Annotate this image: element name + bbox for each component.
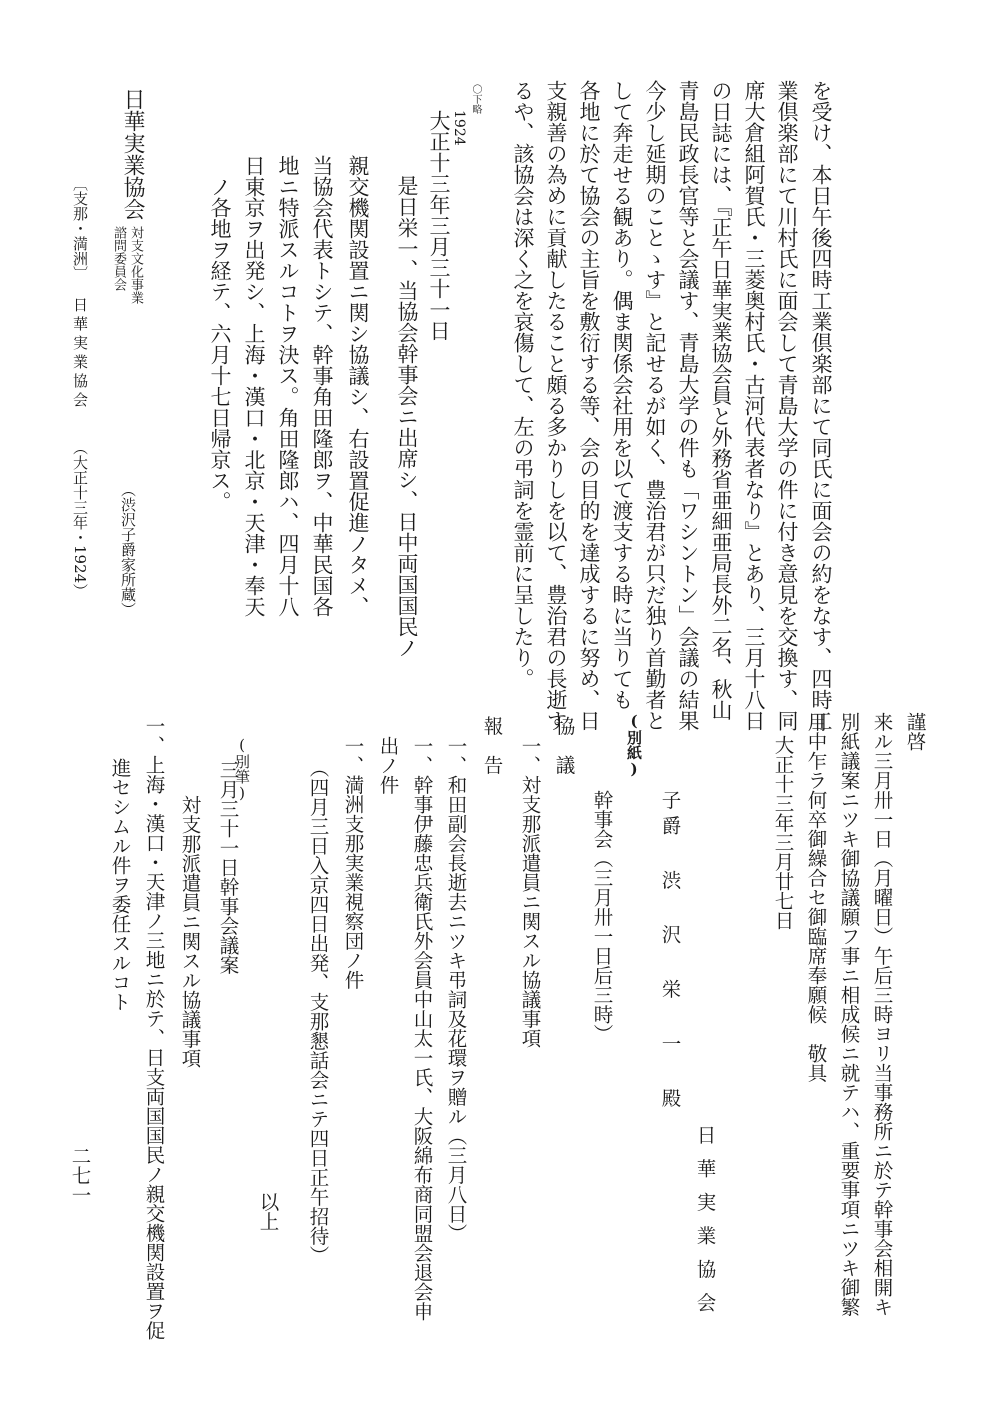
page-number: 二七一: [68, 1146, 92, 1205]
entry-body-line-4: 地ニ特派スルコトヲ決ス。角田隆郎ハ、四月十八: [276, 155, 300, 617]
source-collection: （渋沢子爵家所蔵）: [119, 482, 137, 617]
entry-body-line-3: 当協会代表トシテ、幹事角田隆郎ヲ、中華民国各: [310, 155, 334, 617]
report-item-2-cont: 出ノ件: [376, 736, 400, 795]
narrative-line-9: 支親善の為めに貢献したること頗る多かりしを以て、豊治君の長逝す: [544, 80, 568, 731]
committee-line-1: 対支文化事業: [128, 226, 143, 304]
year-western: 1924: [451, 110, 467, 146]
report-item-3: 一、満洲支那実業視察団ノ件: [341, 736, 365, 990]
deliberation-heading: 協 議: [552, 716, 576, 775]
report-item-1: 一、和田副会長逝去ニツキ弔詞及花環ヲ贈ル（三月八日）: [444, 736, 468, 1243]
annex-label: (別筆): [233, 736, 251, 802]
narrative-line-2: 業倶楽部にて川村氏に面会して青島大学の件に付き意見を交換す、同: [775, 80, 799, 731]
letter-line-3: 用中乍ラ何卒御繰合セ御臨席奉願候 敬具: [804, 712, 828, 1083]
annex-item-line-1: 一、上海・漢口・天津ノ三地ニ於テ、日支両国国民ノ親交機関設置ヲ促: [142, 716, 166, 1340]
source-region: 〔支那・満洲〕: [71, 176, 89, 281]
letter-date: 大正十三年三月廿七日: [771, 735, 795, 930]
narrative-line-10: るや、該協会は深く之を哀傷して、左の弔詞を霊前に呈したり。: [511, 80, 535, 689]
deliberation-item: 一、対支那派遣員ニ関スル協議事項: [518, 736, 542, 1048]
entry-date: 大正十三年三月三十一日: [427, 110, 451, 341]
letter-line-1: 来ル三月卅一日（月曜日）午后三時ヨリ当事務所ニ於テ幹事会相開キ: [870, 712, 894, 1317]
narrative-line-1: を受け、本日午後四時工業倶楽部にて同氏に面会の約をなす、四時工: [809, 80, 833, 731]
narrative-line-8: 各地に於て協会の主旨を敷衍する等、会の目的を達成するに努め、日: [577, 80, 601, 731]
source-year: （大正十三年・1924）: [71, 440, 89, 599]
letter-addressee: 子爵 渋 沢 栄 一 殿: [658, 790, 682, 1114]
report-item-2: 一、幹事伊藤忠兵衛氏外会員中山太一氏、大阪綿布商同盟会退会申: [410, 736, 434, 1321]
annex-date-line: 三月三十一日幹事会議案: [216, 760, 240, 975]
source-title: 日華実業協会: [120, 88, 145, 220]
report-item-3-detail: （四月三日入京四日出発、支那懇話会ニテ四日正午招待）: [306, 758, 330, 1265]
entry-body-line-6: ノ各地ヲ経テ、六月十七日帰京ス。: [208, 176, 232, 512]
narrative-line-5: 青島民政長官等と会議す、青島大学の件も「ワシントン」会議の結果: [676, 80, 700, 731]
annex-subject: 対支那派遣員ニ関スル協議事項: [178, 795, 202, 1068]
attachment-title: 幹事会（三月卅一日后三時）: [590, 790, 614, 1044]
omitted-note: 〇下略: [470, 84, 481, 114]
entry-body-line-1: 是日栄一、当協会幹事会ニ出席シ、日中両国国民ノ: [395, 175, 419, 658]
source-org: 日華実業協会: [71, 297, 89, 411]
narrative-line-3: 席大倉組阿賀氏・三菱奥村氏・古河代表者なり』とあり、三月十八日: [742, 80, 766, 731]
annex-item-line-2: 進セシムル件ヲ委任スルコト: [108, 758, 132, 1012]
letter-line-2: 別紙議案ニツキ御協議願フ事ニ相成候ニ就テハ、重要事項ニツキ御繁: [837, 712, 861, 1317]
narrative-line-4: の日誌には、『正午日華実業協会員と外務省亜細亜局長外二名、秋山: [709, 80, 733, 721]
entry-body-line-2: 親交機関設置ニ関シ協議シ、右設置促進ノタメ、: [346, 155, 370, 617]
entry-body-line-5: 日東京ヲ出発シ、上海・漢口・北京・天津・奉天: [242, 155, 266, 617]
report-heading: 報 告: [480, 716, 504, 775]
attachment-label: (別紙): [625, 712, 643, 778]
letter-salutation: 謹啓: [903, 712, 927, 751]
committee-line-2: 諮問委員会: [111, 226, 126, 291]
letter-signature: 日華実業協会: [693, 1125, 717, 1326]
attachment-closing: 以上: [256, 1192, 280, 1231]
narrative-line-7: して奔走せる観あり。偶ま関係会社用を以て渡支する時に当りても: [610, 80, 634, 710]
narrative-line-6: 今少し延期のことゝす』と記せるが如く、豊治君が只だ独り首勤者と: [643, 80, 667, 731]
